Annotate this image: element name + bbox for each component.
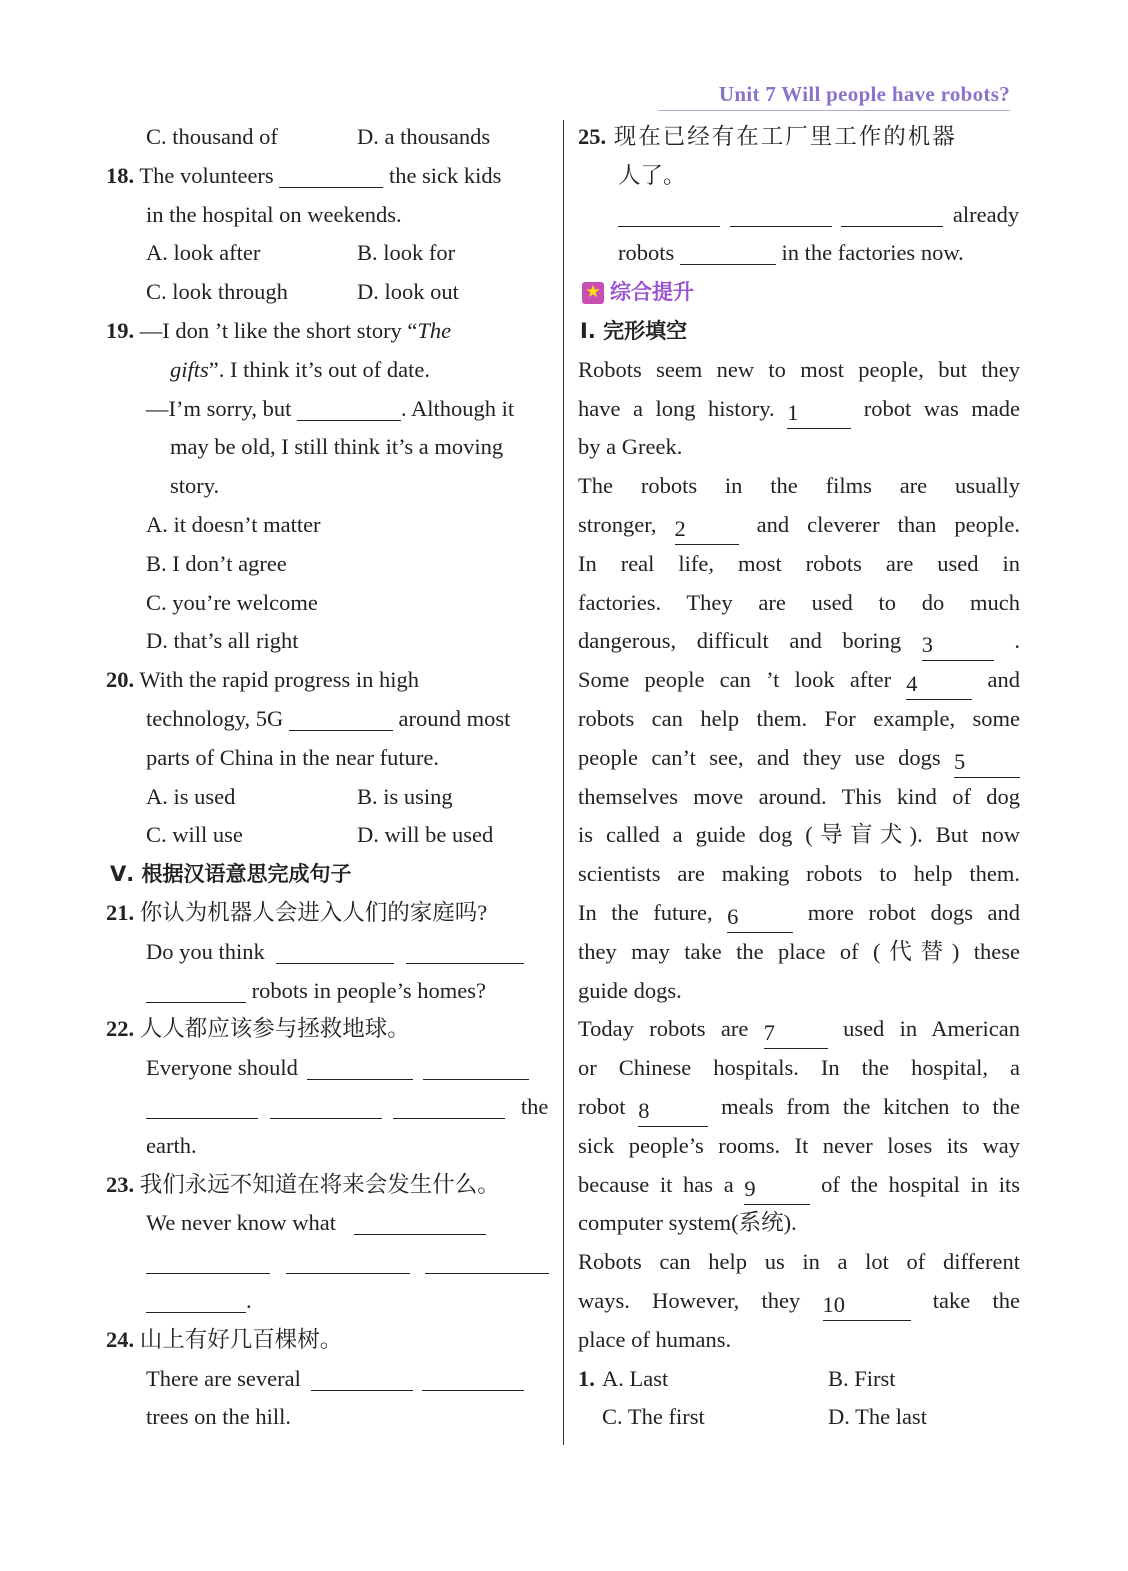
q19-reply-pre: —I’m sorry, but xyxy=(146,395,292,421)
q20-line2-pre: technology, 5G xyxy=(146,705,284,731)
q20-option-d[interactable]: D. will be used xyxy=(357,822,494,848)
q25-blank-2[interactable] xyxy=(730,200,832,227)
q21-en-line1 xyxy=(106,933,552,972)
q25-blank-1[interactable] xyxy=(618,200,720,227)
q19-blank[interactable] xyxy=(297,394,401,421)
q19-reply-post: . Although it xyxy=(401,395,515,421)
cloze-text: of the hospital in its xyxy=(821,1171,1021,1197)
q18-text-pre: The volunteers xyxy=(139,162,274,188)
q23-number: 23. xyxy=(106,1171,135,1197)
q21-en-post: robots in people’s homes? xyxy=(251,977,486,1003)
q25-blank-3[interactable] xyxy=(841,200,943,227)
cloze-line: Robots can help us in a lot of different xyxy=(578,1249,1020,1275)
q23-en-line3 xyxy=(106,1282,552,1321)
q21-en-pre: Do you think xyxy=(146,938,265,964)
q23-zh xyxy=(106,1166,552,1205)
q24-blank-2[interactable] xyxy=(422,1364,524,1391)
q22-blank-4[interactable] xyxy=(270,1092,382,1119)
q22-en-line3: earth. xyxy=(146,1132,197,1158)
q24-blank-1[interactable] xyxy=(311,1364,413,1391)
q24-chinese: 山上有好几百棵树。 xyxy=(139,1326,343,1352)
q21-blank-2[interactable] xyxy=(406,937,524,964)
q24-zh xyxy=(106,1321,552,1360)
cloze-blank-5[interactable]: 5 xyxy=(954,747,1020,778)
q25-zh-line2: 人了。 xyxy=(618,162,686,188)
q22-en-the: the xyxy=(520,1093,549,1119)
cloze-text: Today robots are xyxy=(578,1016,749,1042)
section-5-title: Ⅴ. 根据汉语意思完成句子 xyxy=(110,862,352,887)
cloze-q1-number: 1. xyxy=(578,1365,595,1391)
q21-number: 21. xyxy=(106,899,135,925)
unit-header: Unit 7 Will people have robots? xyxy=(718,82,1010,106)
q19-line2 xyxy=(106,351,552,390)
q20-line1: With the rapid progress in high xyxy=(139,667,420,693)
cloze-section-title: Ⅰ. 完形填空 xyxy=(580,318,688,343)
cloze-text: and cleverer than people. xyxy=(756,511,1021,537)
q17-option-c[interactable]: C. thousand of xyxy=(146,124,278,149)
cloze-text: take the xyxy=(932,1287,1021,1313)
cloze-line xyxy=(578,506,1020,545)
q18-option-c[interactable]: C. look through xyxy=(146,279,288,305)
q18-options-ab xyxy=(106,234,552,273)
q25-robots: robots xyxy=(618,240,675,266)
q20-option-b[interactable]: B. is using xyxy=(357,783,453,809)
cloze-text: . xyxy=(1014,628,1020,654)
q23-blank-2[interactable] xyxy=(146,1247,270,1274)
cloze-q1-options-cd xyxy=(578,1398,1020,1437)
cloze-text: dangerous, difficult and boring xyxy=(578,628,902,654)
q20-number: 20. xyxy=(106,667,135,693)
q25-blank-4[interactable] xyxy=(680,238,776,265)
cloze-line: is called a guide dog (导盲犬). But now xyxy=(578,822,1020,848)
q17-options xyxy=(106,118,552,157)
cloze-q1-option-b[interactable]: B. First xyxy=(828,1365,896,1391)
cloze-line xyxy=(578,661,1020,700)
q19-title-part1: The xyxy=(417,317,452,343)
banner-title: 综合提升 xyxy=(610,280,694,305)
cloze-q1-option-c[interactable]: C. The first xyxy=(602,1404,705,1430)
cloze-line: themselves move around. This kind of dog xyxy=(578,783,1020,809)
cloze-line xyxy=(578,1282,1020,1321)
cloze-text: Some people can ’t look after xyxy=(578,667,892,693)
q23-en-pre: We never know what xyxy=(146,1210,336,1236)
cloze-line: computer system(系统). xyxy=(578,1210,797,1236)
q21-zh xyxy=(106,894,552,933)
q23-period: . xyxy=(246,1287,252,1313)
cloze-blank-2[interactable]: 2 xyxy=(675,514,739,545)
cloze-line: In real life, most robots are used in xyxy=(578,550,1020,576)
cloze-blank-4[interactable]: 4 xyxy=(906,669,972,700)
q17-option-d[interactable]: D. a thousands xyxy=(357,124,491,149)
cloze-line: factories. They are used to do much xyxy=(578,589,1020,615)
cloze-text: have a long history. xyxy=(578,395,775,421)
q19-title-part2: gifts xyxy=(170,356,209,382)
cloze-line xyxy=(578,1010,1020,1049)
q22-blank-3[interactable] xyxy=(146,1092,258,1119)
cloze-text: meals from the kitchen to the xyxy=(721,1093,1020,1119)
cloze-text: ways. However, they xyxy=(578,1287,801,1313)
q18-stem-line2: in the hospital on weekends. xyxy=(146,201,402,227)
q23-en-line1 xyxy=(106,1204,552,1243)
q24-number: 24. xyxy=(106,1326,135,1352)
q25-zh-line1 xyxy=(578,118,1020,157)
q24-en-line2: trees on the hill. xyxy=(146,1404,291,1430)
q19-line5: story. xyxy=(170,473,220,499)
q18-option-b[interactable]: B. look for xyxy=(357,240,456,266)
q22-blank-5[interactable] xyxy=(393,1092,505,1119)
q23-blank-1[interactable] xyxy=(354,1208,486,1235)
cloze-line: The robots in the films are usually xyxy=(578,473,1020,499)
cloze-blank-3[interactable]: 3 xyxy=(922,630,994,661)
q25-chinese-1: 现在已经有在工厂里工作的机器 xyxy=(613,124,957,149)
cloze-blank-10[interactable]: 10 xyxy=(823,1290,911,1321)
q18-blank[interactable] xyxy=(279,161,383,188)
cloze-blank-1[interactable]: 1 xyxy=(787,398,851,429)
q23-blank-5[interactable] xyxy=(146,1286,246,1313)
q21-chinese: 你认为机器人会进入人们的家庭吗? xyxy=(139,899,488,925)
cloze-line: robots can help them. For example, some xyxy=(578,705,1020,731)
q19-option-a[interactable]: A. it doesn’t matter xyxy=(146,511,321,537)
cloze-line: sick people’s rooms. It never loses its way xyxy=(578,1132,1020,1158)
q19-stem xyxy=(106,312,552,351)
q18-stem xyxy=(106,157,552,196)
q20-option-a[interactable]: A. is used xyxy=(146,783,236,809)
cloze-line: scientists are making robots to help them. xyxy=(578,861,1020,887)
cloze-line: Robots seem new to most people, but they xyxy=(578,356,1020,382)
q23-en-line2 xyxy=(106,1243,552,1282)
cloze-text: because it has a xyxy=(578,1171,734,1197)
cloze-line: by a Greek. xyxy=(578,434,683,460)
left-column xyxy=(106,118,552,1437)
q20-line2-post: around most xyxy=(398,705,511,731)
q22-zh xyxy=(106,1010,552,1049)
q19-option-b[interactable]: B. I don’t agree xyxy=(146,550,287,576)
cloze-blank-9[interactable]: 9 xyxy=(744,1174,810,1205)
cloze-line: they may take the place of (代替) these xyxy=(578,938,1020,964)
cloze-text: used in American xyxy=(843,1016,1020,1042)
cloze-line xyxy=(578,739,1020,778)
q25-en-post: in the factories now. xyxy=(781,240,964,266)
q25-en-line2 xyxy=(578,234,1020,273)
cloze-q1-options-ab xyxy=(578,1360,1020,1399)
q20-line3: parts of China in the near future. xyxy=(146,744,440,770)
q19-line3 xyxy=(106,390,552,429)
cloze-line: or Chinese hospitals. In the hospital, a xyxy=(578,1055,1020,1081)
q23-chinese: 我们永远不知道在将来会发生什么。 xyxy=(139,1171,500,1197)
q22-blank-2[interactable] xyxy=(423,1053,529,1080)
q25-number: 25. xyxy=(578,124,607,149)
q18-number: 18. xyxy=(106,162,135,188)
q18-options-cd xyxy=(106,273,552,312)
header-underline xyxy=(658,110,1010,111)
q24-en-line1 xyxy=(106,1360,552,1399)
q21-blank-1[interactable] xyxy=(276,937,394,964)
cloze-text: In the future, xyxy=(578,899,713,925)
q20-options-cd xyxy=(106,816,552,855)
q19-line4: may be old, I still think it’s a moving xyxy=(170,434,504,460)
q22-en-line2 xyxy=(106,1088,552,1127)
cloze-line xyxy=(578,1088,1020,1127)
q25-en-line1 xyxy=(578,196,1020,235)
q19-number: 19. xyxy=(106,317,135,343)
q25-already: already xyxy=(952,201,1020,227)
q22-en-pre: Everyone should xyxy=(146,1055,298,1081)
q19-option-d[interactable]: D. that’s all right xyxy=(146,628,299,654)
q22-en-line1 xyxy=(106,1049,552,1088)
q22-chinese: 人人都应该参与拯救地球。 xyxy=(139,1016,410,1042)
cloze-text: more robot dogs and xyxy=(807,899,1021,925)
q20-stem xyxy=(106,661,552,700)
q19-line2-text: ”. I think it’s out of date. xyxy=(208,356,430,382)
cloze-blank-7[interactable]: 7 xyxy=(764,1018,828,1049)
q24-en-pre: There are several xyxy=(146,1365,301,1391)
right-column xyxy=(578,118,1020,1437)
q20-option-c[interactable]: C. will use xyxy=(146,822,243,848)
cloze-text: stronger, xyxy=(578,511,657,537)
q22-number: 22. xyxy=(106,1016,135,1042)
cloze-blank-8[interactable]: 8 xyxy=(638,1096,708,1127)
star-icon: ★ xyxy=(582,282,604,304)
q18-option-d[interactable]: D. look out xyxy=(357,279,459,305)
cloze-q1-option-d[interactable]: D. The last xyxy=(828,1404,927,1430)
q20-options-ab xyxy=(106,778,552,817)
cloze-text: people can’t see, and they use dogs xyxy=(578,744,941,770)
cloze-text: robot xyxy=(578,1093,626,1119)
q21-blank-3[interactable] xyxy=(146,976,246,1003)
cloze-line xyxy=(578,622,1020,661)
cloze-line xyxy=(578,1166,1020,1205)
column-divider xyxy=(563,120,564,1445)
q21-en-line2 xyxy=(106,972,552,1011)
cloze-line: place of humans. xyxy=(578,1326,732,1352)
q23-blank-3[interactable] xyxy=(286,1247,410,1274)
q20-line2 xyxy=(106,700,552,739)
cloze-text: and xyxy=(987,667,1021,693)
q22-blank-1[interactable] xyxy=(307,1053,413,1080)
cloze-line xyxy=(578,894,1020,933)
q18-option-a[interactable]: A. look after xyxy=(146,240,261,266)
cloze-q1-option-a[interactable]: A. Last xyxy=(602,1365,669,1391)
q19-option-c[interactable]: C. you’re welcome xyxy=(146,589,318,615)
q23-blank-4[interactable] xyxy=(425,1247,549,1274)
q19-line1: —I don ’t like the short story “ xyxy=(139,317,418,343)
q18-text-post: the sick kids xyxy=(388,162,502,188)
q20-blank[interactable] xyxy=(289,704,393,731)
section-banner xyxy=(578,273,1020,312)
cloze-blank-6[interactable]: 6 xyxy=(727,902,793,933)
cloze-line: guide dogs. xyxy=(578,977,682,1003)
cloze-line xyxy=(578,390,1020,429)
cloze-text: robot was made xyxy=(863,395,1020,421)
